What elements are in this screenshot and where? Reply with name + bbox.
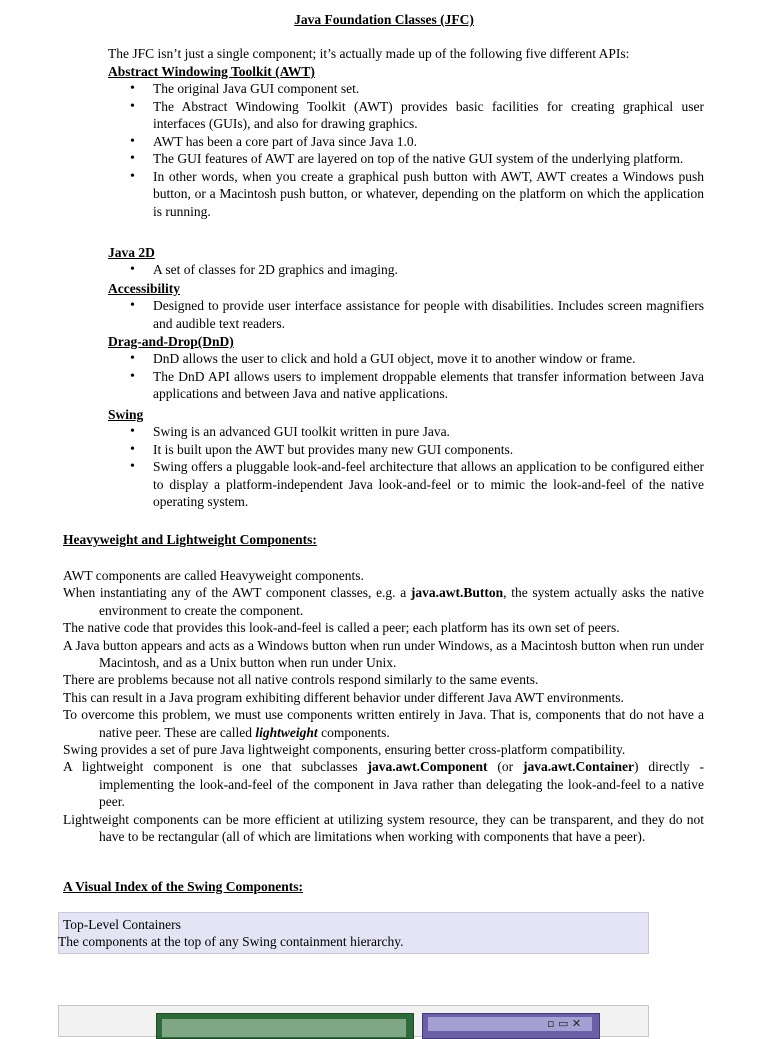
list-item: • The DnD API allows users to implement droppable elements that transfer information between Java applications and between Java and native applications.: [108, 368, 704, 403]
list-item: • Swing is an advanced GUI toolkit written in pure Java.: [108, 423, 704, 441]
window-controls-icon: ▫ ▭ ✕: [547, 1017, 582, 1030]
paragraph: [63, 758, 704, 810]
intro-text: The JFC isn’t just a single component; it’s actually made up of the following five different APIs:: [108, 46, 630, 61]
paragraph: There are problems because not all native controls respond similarly to the same events.: [63, 672, 539, 688]
visual-index-heading: A Visual Index of the Swing Components:: [63, 879, 304, 894]
text-run: (or: [487, 759, 524, 775]
paragraph: This can result in a Java program exhibiting different behavior under different Java AWT environments.: [63, 689, 624, 705]
section-heading: Accessibility: [108, 281, 180, 296]
code-term: java.awt.Component: [367, 759, 488, 775]
section-java2d: [108, 244, 704, 279]
list-item: • Swing offers a pluggable look-and-feel architecture that allows an application to be configured either to display a platform-independent Java look-and-feel or to mimic the look-and-feel of the native operating system.: [108, 458, 704, 511]
section-heading: Abstract Windowing Toolkit (AWT): [108, 64, 315, 79]
list-item: • It is built upon the AWT but provides many new GUI components.: [108, 441, 704, 459]
list-item: • In other words, when you create a graphical push button with AWT, AWT creates a Windows push button, or a Macintosh push button, or whatever, depending on the platform on which the application is running.: [108, 168, 704, 221]
list-item: • The original Java GUI component set.: [108, 80, 704, 98]
list-item: • The Abstract Windowing Toolkit (AWT) provides basic facilities for creating graphical user interfaces (GUIs), and also for drawing graphics.: [108, 98, 704, 133]
paragraph: [63, 584, 704, 619]
top-level-containers-description: The components at the top of any Swing containment hierarchy.: [58, 934, 404, 949]
applet-window-content: [162, 1019, 406, 1037]
section-heading: Java 2D: [108, 245, 155, 260]
list-item: • DnD allows the user to click and hold a GUI object, move it to another window or frame.: [108, 350, 704, 368]
text-run: To overcome this problem, we must use components written entirely in Java. That is, components that do not have a native peer. These are called: [63, 707, 704, 740]
paragraph: A Java button appears and acts as a Windows button when run under Windows, as a Macintosh button when run under Macintosh, and as a Unix button when run under Unix.: [63, 637, 704, 671]
text-run: A lightweight component is one that subclasses: [63, 759, 368, 775]
text-run: , the system actually asks the native environment to create the component.: [99, 585, 704, 618]
paragraph: AWT components are called Heavyweight components.: [63, 568, 364, 583]
emphasis-term: lightweight: [255, 724, 318, 740]
section-swing: [108, 406, 704, 511]
list-item: • The GUI features of AWT are layered on top of the native GUI system of the underlying platform.: [108, 150, 704, 168]
list-item: • Designed to provide user interface assistance for people with disabilities. Includes screen magnifiers and audible text readers.: [108, 297, 704, 332]
section-heading: Drag-and-Drop(DnD): [108, 334, 234, 349]
section-heading: Swing: [108, 407, 144, 422]
text-run: ) directly - implementing the look-and-feel of the component in Java rather than delegating the look-and-feel to a native peer.: [99, 759, 704, 810]
paragraph: The native code that provides this look-and-feel is called a peer; each platform has its own set of peers.: [63, 620, 620, 636]
heavyweight-heading: Heavyweight and Lightweight Components:: [63, 532, 317, 547]
list-item: • AWT has been a core part of Java since Java 1.0.: [108, 133, 704, 151]
list-item: • A set of classes for 2D graphics and imaging.: [108, 261, 704, 279]
code-term: java.awt.Button: [410, 585, 504, 601]
paragraph: Lightweight components can be more efficient at utilizing system resource, they can be transparent, and they do not have to be rectangular (all of which are limitations when working with components that have a peer).: [63, 811, 704, 845]
heavyweight-paragraphs: [63, 567, 704, 846]
paragraph: Swing provides a set of pure Java lightweight components, ensuring better cross-platform compatibility.: [63, 742, 626, 758]
top-level-containers-label: Top-Level Containers: [63, 917, 181, 932]
paragraph: [63, 706, 704, 741]
text-run: When instantiating any of the AWT component classes, e.g. a: [63, 585, 411, 601]
text-run: components.: [317, 724, 390, 740]
code-term: java.awt.Container: [523, 759, 635, 775]
doc-title: Java Foundation Classes (JFC): [294, 12, 474, 27]
section-awt: [108, 63, 704, 220]
section-accessibility: [108, 280, 704, 332]
section-dnd: [108, 333, 704, 403]
